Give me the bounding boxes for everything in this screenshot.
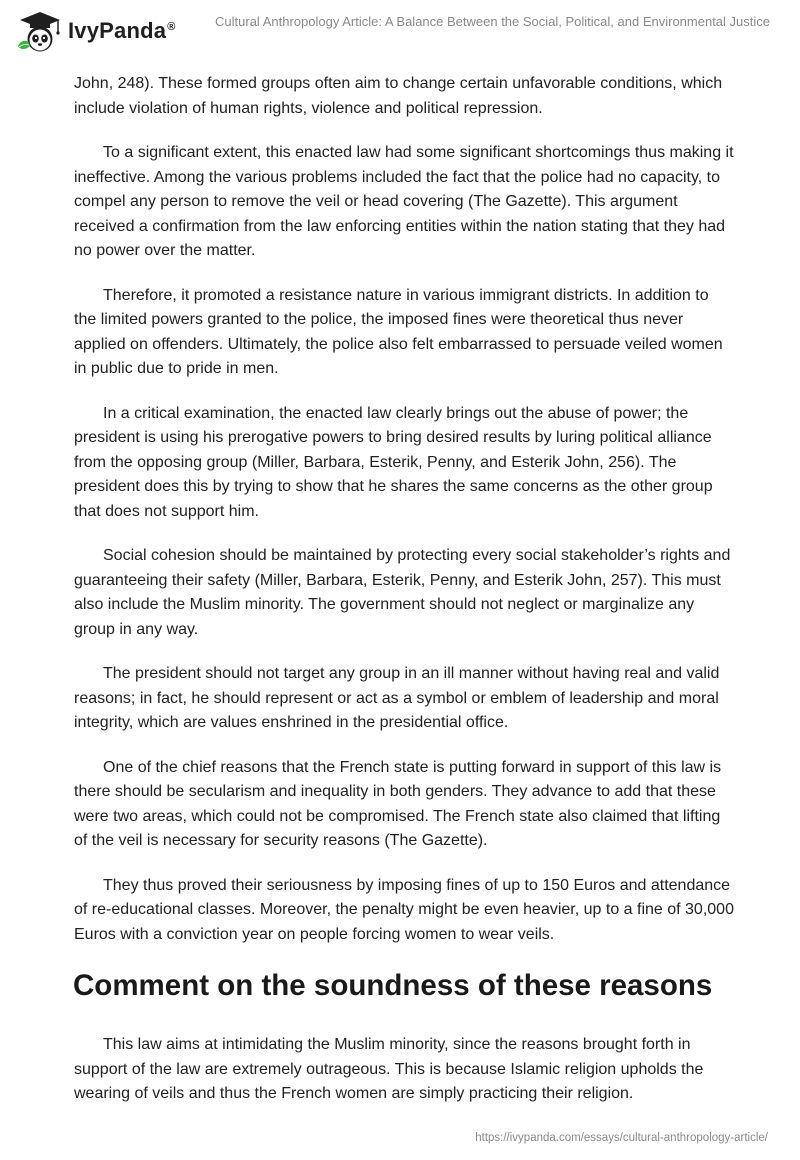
paragraph: To a significant extent, this enacted law had some significant shortcomings thus making it ineffective. Among the various problems included the fact that the police had no capacity, to compel any person to remove the veil or head covering (The Gazette). This argument received a confirmation from the law enforcing entities within the nation stating that they had no power over the matter. (74, 144, 734, 259)
registered-mark: ® (167, 20, 176, 33)
source-url[interactable]: https://ivypanda.com/essays/cultural-anthropology-article/ (475, 1132, 768, 1144)
brand-logo[interactable] (16, 10, 176, 54)
paragraph: This law aims at intimidating the Muslim minority, since the reasons brought forth in support of the law are extremely outrageous. This is because Islamic religion upholds the wearing of veils and thus the French women are simply practicing their religion. (74, 1036, 704, 1102)
brand-name-text: IvyPanda (68, 18, 167, 43)
brand-name (68, 18, 176, 44)
paragraph: They thus proved their seriousness by imposing fines of up to 150 Euros and attendance of re-educational classes. Moreover, the penalty might be even heavier, up to a fine of 30,000 Euros with a conviction year on people forcing women to wear veils. (74, 876, 734, 943)
paragraph: In a critical examination, the enacted law clearly brings out the abuse of power; the president is using his prerogative powers to bring desired results by luring political alliance from the opposing group (Miller, Barbara, Esterik, Penny, and Esterik John, 256). The president does this by trying to show that he shares the same concerns as the other group that does not support him. (74, 404, 713, 520)
paragraph: One of the chief reasons that the French state is putting forward in support of this law is there should be secularism and inequality in both genders. They advance to add that these were two areas, which could not be compromised. The French state also claimed that lifting of the veil is necessary for security reasons (The Gazette). (74, 758, 722, 849)
page-header (0, 0, 800, 64)
paragraph: Therefore, it promoted a resistance nature in various immigrant districts. In addition to the limited powers granted to the police, the imposed fines were theoretical thus never applied on offenders. Ultimately, the police also felt embarrassed to persuade veiled women in public due to pride in men. (74, 286, 723, 377)
paragraph: Social cohesion should be maintained by protecting every social stakeholder’s rights and guaranteeing their safety (Miller, Barbara, Esterik, Penny, and Esterik John, 257). This must also include the Muslim minority. The government should not neglect or marginalize any group in any way. (74, 547, 731, 638)
article-body (74, 72, 734, 1127)
paragraph: John, 248). These formed groups often aim to change certain unfavorable conditions, which include violation of human rights, violence and political repression. (74, 75, 723, 117)
panda-graduation-cap-icon (16, 10, 64, 54)
document-title: Cultural Anthropology Article: A Balance Between the Social, Political, and Environmental Justice (215, 14, 770, 29)
paragraph: The president should not target any group in an ill manner without having real and valid reasons; in fact, he should represent or act as a symbol or emblem of leadership and moral integrity, which are values enshrined in the presidential office. (74, 665, 720, 731)
section-heading: Comment on the soundness of these reasons (73, 969, 713, 1002)
